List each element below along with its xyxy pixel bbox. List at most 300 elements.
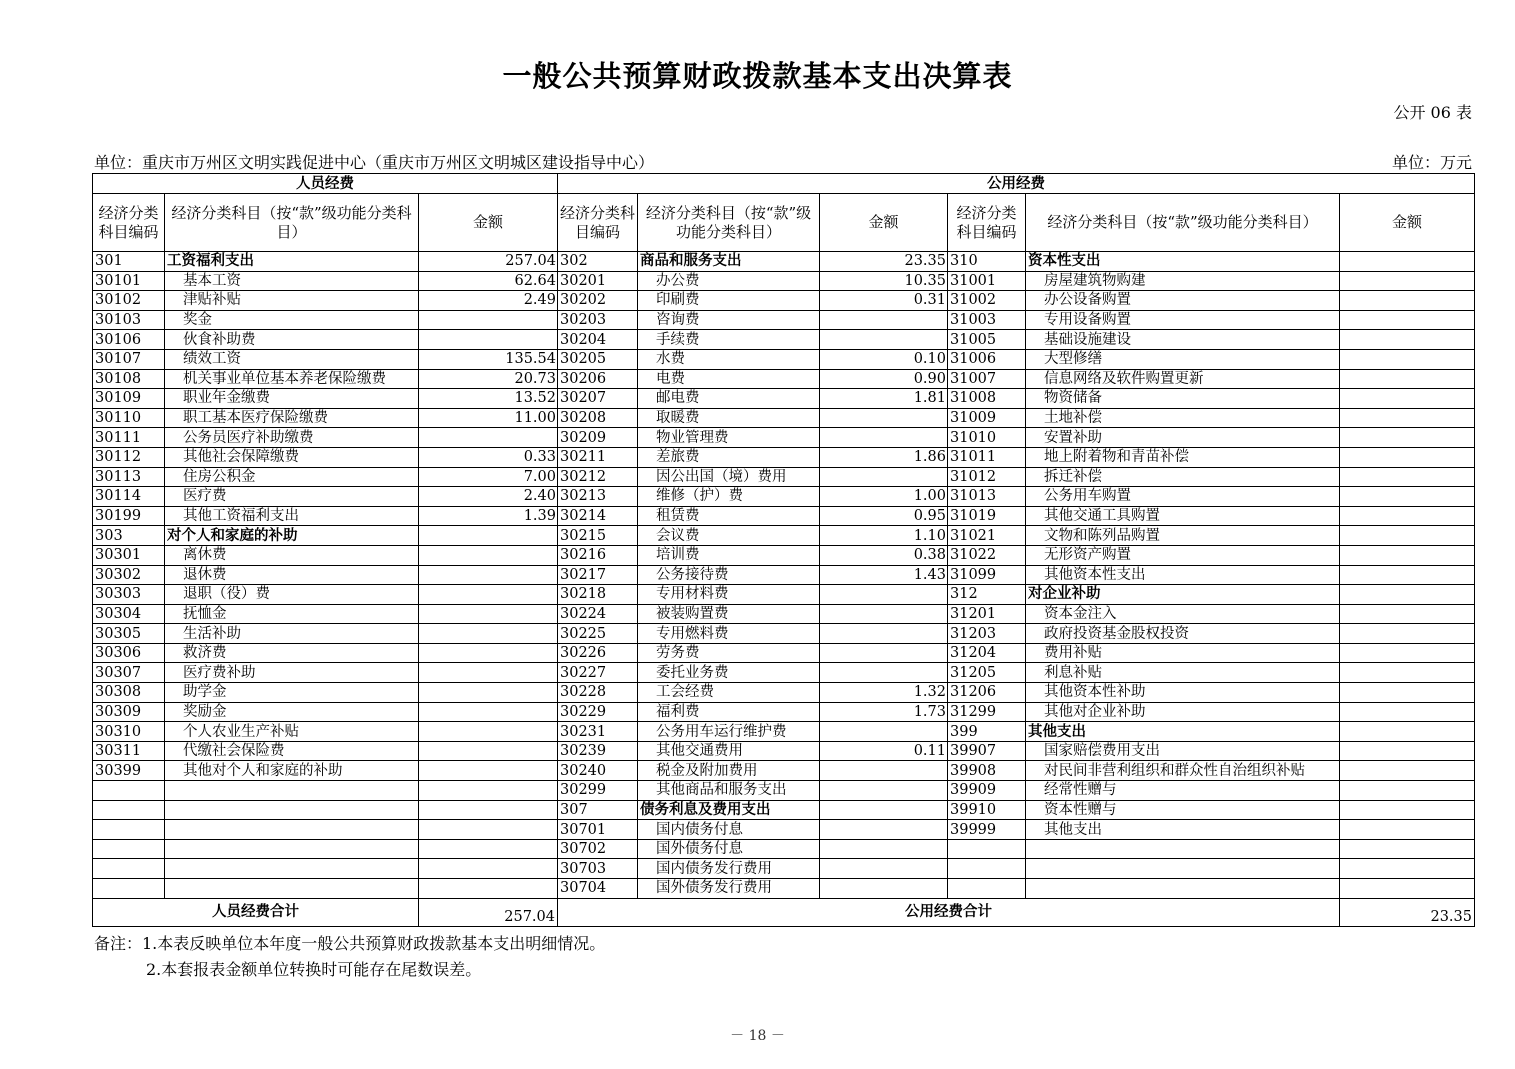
table-row (93, 585, 1475, 605)
item-amount: 1.43 (820, 565, 948, 585)
item-name: 国外债务发行费用 (638, 879, 820, 899)
item-name: 其他交通费用 (638, 741, 820, 761)
item-amount (419, 683, 558, 703)
item-amount (820, 408, 948, 428)
item-name: 办公费 (638, 271, 820, 291)
item-name: 个人农业生产补贴 (165, 722, 419, 742)
expenditure-table (92, 173, 1475, 927)
item-code: 39999 (948, 820, 1026, 840)
item-code: 30108 (93, 369, 165, 389)
item-name (1026, 839, 1340, 859)
item-amount (1340, 369, 1475, 389)
item-name: 专用材料费 (638, 585, 820, 605)
table-row (93, 781, 1475, 801)
item-code: 31203 (948, 624, 1026, 644)
item-name: 政府投资基金股权投资 (1026, 624, 1340, 644)
item-code: 31006 (948, 349, 1026, 369)
item-code: 30702 (558, 839, 638, 859)
item-amount (1340, 252, 1475, 272)
item-code: 30107 (93, 349, 165, 369)
item-name: 其他资本性补助 (1026, 683, 1340, 703)
item-name: 安置补助 (1026, 428, 1340, 448)
item-amount (1340, 820, 1475, 840)
item-amount: 1.39 (419, 506, 558, 526)
item-amount (820, 330, 948, 350)
item-amount (419, 761, 558, 781)
table-row (93, 369, 1475, 389)
public-total-amount: 23.35 (1340, 898, 1475, 926)
item-amount (419, 820, 558, 840)
item-name: 机关事业单位基本养老保险缴费 (165, 369, 419, 389)
table-row (93, 545, 1475, 565)
item-name: 电费 (638, 369, 820, 389)
item-code: 30110 (93, 408, 165, 428)
item-amount (1340, 624, 1475, 644)
item-code (93, 859, 165, 879)
item-code: 303 (93, 526, 165, 546)
table-row (93, 271, 1475, 291)
item-code: 30302 (93, 565, 165, 585)
item-code: 30208 (558, 408, 638, 428)
item-name: 退职（役）费 (165, 585, 419, 605)
item-code: 30217 (558, 565, 638, 585)
item-code (948, 839, 1026, 859)
item-amount: 23.35 (820, 252, 948, 272)
item-amount (1340, 663, 1475, 683)
item-code: 30229 (558, 702, 638, 722)
item-code: 30301 (93, 545, 165, 565)
item-name: 差旅费 (638, 447, 820, 467)
item-amount: 1.73 (820, 702, 948, 722)
item-code: 30202 (558, 291, 638, 311)
item-name: 公务接待费 (638, 565, 820, 585)
item-amount (820, 663, 948, 683)
item-name: 其他社会保障缴费 (165, 447, 419, 467)
item-code: 30299 (558, 781, 638, 801)
table-row (93, 859, 1475, 879)
public-total-label: 公用经费合计 (558, 898, 1340, 926)
header-code-a: 经济分类科目编码 (93, 194, 165, 252)
item-amount (820, 585, 948, 605)
item-code: 30228 (558, 683, 638, 703)
item-code: 30109 (93, 389, 165, 409)
item-amount (419, 781, 558, 801)
item-name: 债务利息及费用支出 (638, 800, 820, 820)
item-name: 水费 (638, 349, 820, 369)
item-amount: 2.40 (419, 487, 558, 507)
item-amount (1340, 565, 1475, 585)
table-row (93, 820, 1475, 840)
item-name: 工资福利支出 (165, 252, 419, 272)
item-amount (419, 330, 558, 350)
item-name: 手续费 (638, 330, 820, 350)
item-amount (820, 761, 948, 781)
table-row (93, 526, 1475, 546)
table-row (93, 761, 1475, 781)
item-code: 31099 (948, 565, 1026, 585)
item-name: 其他对企业补助 (1026, 702, 1340, 722)
item-code: 30204 (558, 330, 638, 350)
item-amount (820, 859, 948, 879)
item-code: 31012 (948, 467, 1026, 487)
item-code: 31201 (948, 604, 1026, 624)
item-code: 30239 (558, 741, 638, 761)
item-amount (820, 467, 948, 487)
item-amount (1340, 761, 1475, 781)
item-name: 职业年金缴费 (165, 389, 419, 409)
item-code: 30311 (93, 741, 165, 761)
item-code: 30212 (558, 467, 638, 487)
item-code: 30308 (93, 683, 165, 703)
item-amount (1340, 879, 1475, 899)
item-code (93, 800, 165, 820)
item-amount (820, 310, 948, 330)
header-amount-b: 金额 (820, 194, 948, 252)
item-name: 专用燃料费 (638, 624, 820, 644)
item-name: 代缴社会保险费 (165, 741, 419, 761)
item-amount (1340, 447, 1475, 467)
item-amount (820, 722, 948, 742)
table-row (93, 389, 1475, 409)
item-amount (820, 624, 948, 644)
item-name: 基础设施建设 (1026, 330, 1340, 350)
item-code: 31019 (948, 506, 1026, 526)
item-amount: 0.31 (820, 291, 948, 311)
item-name: 对民间非营利组织和群众性自治组织补贴 (1026, 761, 1340, 781)
item-code: 30215 (558, 526, 638, 546)
item-code: 30199 (93, 506, 165, 526)
item-name: 咨询费 (638, 310, 820, 330)
item-name: 其他对个人和家庭的补助 (165, 761, 419, 781)
item-code: 31011 (948, 447, 1026, 467)
item-code: 30303 (93, 585, 165, 605)
item-name (1026, 859, 1340, 879)
item-name: 国家赔偿费用支出 (1026, 741, 1340, 761)
item-name: 奖励金 (165, 702, 419, 722)
item-code: 30305 (93, 624, 165, 644)
item-code: 31022 (948, 545, 1026, 565)
item-amount (419, 624, 558, 644)
item-amount (1340, 839, 1475, 859)
item-code: 31205 (948, 663, 1026, 683)
item-code: 30209 (558, 428, 638, 448)
item-name: 劳务费 (638, 643, 820, 663)
item-name: 维修（护）费 (638, 487, 820, 507)
item-name: 国内债务付息 (638, 820, 820, 840)
item-name: 拆迁补偿 (1026, 467, 1340, 487)
item-name: 取暖费 (638, 408, 820, 428)
item-name: 培训费 (638, 545, 820, 565)
item-code: 30240 (558, 761, 638, 781)
item-name: 职工基本医疗保险缴费 (165, 408, 419, 428)
item-code: 312 (948, 585, 1026, 605)
item-amount: 1.10 (820, 526, 948, 546)
item-code: 31003 (948, 310, 1026, 330)
item-name: 生活补助 (165, 624, 419, 644)
item-name (165, 820, 419, 840)
table-row (93, 663, 1475, 683)
item-name: 利息补贴 (1026, 663, 1340, 683)
table-row (93, 447, 1475, 467)
item-code: 31299 (948, 702, 1026, 722)
item-code: 30225 (558, 624, 638, 644)
item-code: 31010 (948, 428, 1026, 448)
item-code: 31204 (948, 643, 1026, 663)
item-code: 30226 (558, 643, 638, 663)
item-amount (419, 741, 558, 761)
header-amount-a: 金额 (419, 194, 558, 252)
item-code (93, 820, 165, 840)
item-name: 抚恤金 (165, 604, 419, 624)
item-code: 30216 (558, 545, 638, 565)
item-name: 物业管理费 (638, 428, 820, 448)
table-row (93, 722, 1475, 742)
item-amount: 2.49 (419, 291, 558, 311)
item-name: 奖金 (165, 310, 419, 330)
item-code: 30205 (558, 349, 638, 369)
item-name: 福利费 (638, 702, 820, 722)
item-amount (1340, 800, 1475, 820)
personnel-total-amount: 257.04 (419, 898, 558, 926)
table-row (93, 330, 1475, 350)
item-amount: 1.81 (820, 389, 948, 409)
item-amount (419, 428, 558, 448)
table-row (93, 702, 1475, 722)
item-name: 资本性支出 (1026, 252, 1340, 272)
personnel-total-label: 人员经费合计 (93, 898, 419, 926)
item-code: 39910 (948, 800, 1026, 820)
item-name (165, 879, 419, 899)
item-name: 住房公积金 (165, 467, 419, 487)
public-group-header: 公用经费 (558, 174, 1475, 194)
item-amount (820, 879, 948, 899)
table-row (93, 408, 1475, 428)
table-row (93, 683, 1475, 703)
item-amount (419, 839, 558, 859)
item-name: 公务用车运行维护费 (638, 722, 820, 742)
item-amount (1340, 408, 1475, 428)
table-row (93, 624, 1475, 644)
item-amount: 0.38 (820, 545, 948, 565)
item-code: 31008 (948, 389, 1026, 409)
item-name: 委托业务费 (638, 663, 820, 683)
item-code: 301 (93, 252, 165, 272)
item-code: 31206 (948, 683, 1026, 703)
item-amount: 1.86 (820, 447, 948, 467)
item-amount (419, 585, 558, 605)
unit-name: 单位：重庆市万州区文明实践促进中心（重庆市万州区文明城区建设指导中心） (94, 153, 655, 172)
item-code: 30211 (558, 447, 638, 467)
note-line-1: 备注：1.本表反映单位本年度一般公共预算财政拨款基本支出明细情况。 (94, 934, 606, 953)
item-name: 其他支出 (1026, 722, 1340, 742)
item-name: 印刷费 (638, 291, 820, 311)
table-row (93, 506, 1475, 526)
item-code: 30307 (93, 663, 165, 683)
item-name: 文物和陈列品购置 (1026, 526, 1340, 546)
item-name: 租赁费 (638, 506, 820, 526)
item-name: 因公出国（境）费用 (638, 467, 820, 487)
item-amount (1340, 643, 1475, 663)
item-name: 其他交通工具购置 (1026, 506, 1340, 526)
item-name (165, 800, 419, 820)
table-row (93, 879, 1475, 899)
item-amount (820, 820, 948, 840)
item-amount (1340, 526, 1475, 546)
item-amount: 1.00 (820, 487, 948, 507)
table-row (93, 604, 1475, 624)
item-code: 39907 (948, 741, 1026, 761)
item-amount: 62.64 (419, 271, 558, 291)
page-number: － 18 － (730, 1028, 785, 1044)
item-amount (1340, 467, 1475, 487)
item-name: 地上附着物和青苗补偿 (1026, 447, 1340, 467)
item-amount: 13.52 (419, 389, 558, 409)
item-name: 国内债务发行费用 (638, 859, 820, 879)
item-amount (419, 702, 558, 722)
item-amount (1340, 545, 1475, 565)
item-amount: 135.54 (419, 349, 558, 369)
header-name-b: 经济分类科目（按“款”级功能分类科目） (638, 194, 820, 252)
table-row (93, 291, 1475, 311)
item-amount: 10.35 (820, 271, 948, 291)
table-body (93, 252, 1475, 899)
item-amount (419, 604, 558, 624)
item-code: 30111 (93, 428, 165, 448)
item-amount (820, 839, 948, 859)
table-row (93, 428, 1475, 448)
item-code (948, 879, 1026, 899)
item-name: 被装购置费 (638, 604, 820, 624)
item-code: 30231 (558, 722, 638, 742)
item-amount (419, 526, 558, 546)
item-amount (419, 800, 558, 820)
item-name (165, 839, 419, 859)
item-name: 专用设备购置 (1026, 310, 1340, 330)
item-name: 税金及附加费用 (638, 761, 820, 781)
header-name-c: 经济分类科目（按“款”级功能分类科目） (1026, 194, 1340, 252)
item-name: 其他工资福利支出 (165, 506, 419, 526)
item-amount (419, 879, 558, 899)
table-row (93, 800, 1475, 820)
item-code: 30201 (558, 271, 638, 291)
table-row (93, 643, 1475, 663)
item-code: 307 (558, 800, 638, 820)
item-amount (419, 545, 558, 565)
page-title: 一般公共预算财政拨款基本支出决算表 (502, 59, 1013, 93)
item-code: 30203 (558, 310, 638, 330)
item-code: 30310 (93, 722, 165, 742)
item-name: 资本金注入 (1026, 604, 1340, 624)
item-amount (1340, 506, 1475, 526)
item-code: 31002 (948, 291, 1026, 311)
item-amount: 257.04 (419, 252, 558, 272)
item-code: 31001 (948, 271, 1026, 291)
item-code: 399 (948, 722, 1026, 742)
item-name: 经常性赠与 (1026, 781, 1340, 801)
item-amount (1340, 741, 1475, 761)
item-name: 办公设备购置 (1026, 291, 1340, 311)
item-code: 30306 (93, 643, 165, 663)
item-code (93, 839, 165, 859)
item-amount: 0.33 (419, 447, 558, 467)
item-name: 津贴补贴 (165, 291, 419, 311)
item-code: 31005 (948, 330, 1026, 350)
item-name: 土地补偿 (1026, 408, 1340, 428)
item-amount (820, 781, 948, 801)
item-code: 30114 (93, 487, 165, 507)
table-row (93, 349, 1475, 369)
item-name: 公务员医疗补助缴费 (165, 428, 419, 448)
item-name: 邮电费 (638, 389, 820, 409)
item-amount (1340, 585, 1475, 605)
item-name: 医疗费 (165, 487, 419, 507)
item-amount: 0.10 (820, 349, 948, 369)
table-row (93, 839, 1475, 859)
table-row (93, 310, 1475, 330)
item-code: 30101 (93, 271, 165, 291)
item-code: 30309 (93, 702, 165, 722)
item-code: 310 (948, 252, 1026, 272)
table-row (93, 565, 1475, 585)
item-name: 无形资产购置 (1026, 545, 1340, 565)
item-name: 救济费 (165, 643, 419, 663)
item-amount (1340, 271, 1475, 291)
item-amount (820, 800, 948, 820)
item-name: 费用补贴 (1026, 643, 1340, 663)
item-code: 30227 (558, 663, 638, 683)
item-code: 30106 (93, 330, 165, 350)
item-code: 30102 (93, 291, 165, 311)
item-name: 公务用车购置 (1026, 487, 1340, 507)
item-amount (419, 722, 558, 742)
item-name (1026, 879, 1340, 899)
item-amount (1340, 310, 1475, 330)
item-code: 30399 (93, 761, 165, 781)
item-name: 会议费 (638, 526, 820, 546)
item-code: 30304 (93, 604, 165, 624)
item-amount (820, 428, 948, 448)
item-name: 离休费 (165, 545, 419, 565)
item-name: 资本性赠与 (1026, 800, 1340, 820)
item-amount: 0.95 (820, 506, 948, 526)
item-code: 30218 (558, 585, 638, 605)
table-row (93, 741, 1475, 761)
item-amount: 20.73 (419, 369, 558, 389)
item-amount (1340, 702, 1475, 722)
item-amount (1340, 781, 1475, 801)
item-amount: 0.11 (820, 741, 948, 761)
item-code: 30704 (558, 879, 638, 899)
item-amount: 11.00 (419, 408, 558, 428)
item-code: 30214 (558, 506, 638, 526)
item-name: 其他支出 (1026, 820, 1340, 840)
item-amount (1340, 604, 1475, 624)
item-code: 39908 (948, 761, 1026, 781)
item-code: 30113 (93, 467, 165, 487)
item-code (93, 879, 165, 899)
item-name: 退休费 (165, 565, 419, 585)
item-code: 31013 (948, 487, 1026, 507)
item-amount: 7.00 (419, 467, 558, 487)
item-name: 其他商品和服务支出 (638, 781, 820, 801)
item-code: 30701 (558, 820, 638, 840)
item-amount (820, 643, 948, 663)
item-amount (419, 565, 558, 585)
item-amount (419, 859, 558, 879)
item-amount (1340, 291, 1475, 311)
personnel-group-header: 人员经费 (93, 174, 558, 194)
note-line-2: 2.本套报表金额单位转换时可能存在尾数误差。 (146, 960, 482, 979)
